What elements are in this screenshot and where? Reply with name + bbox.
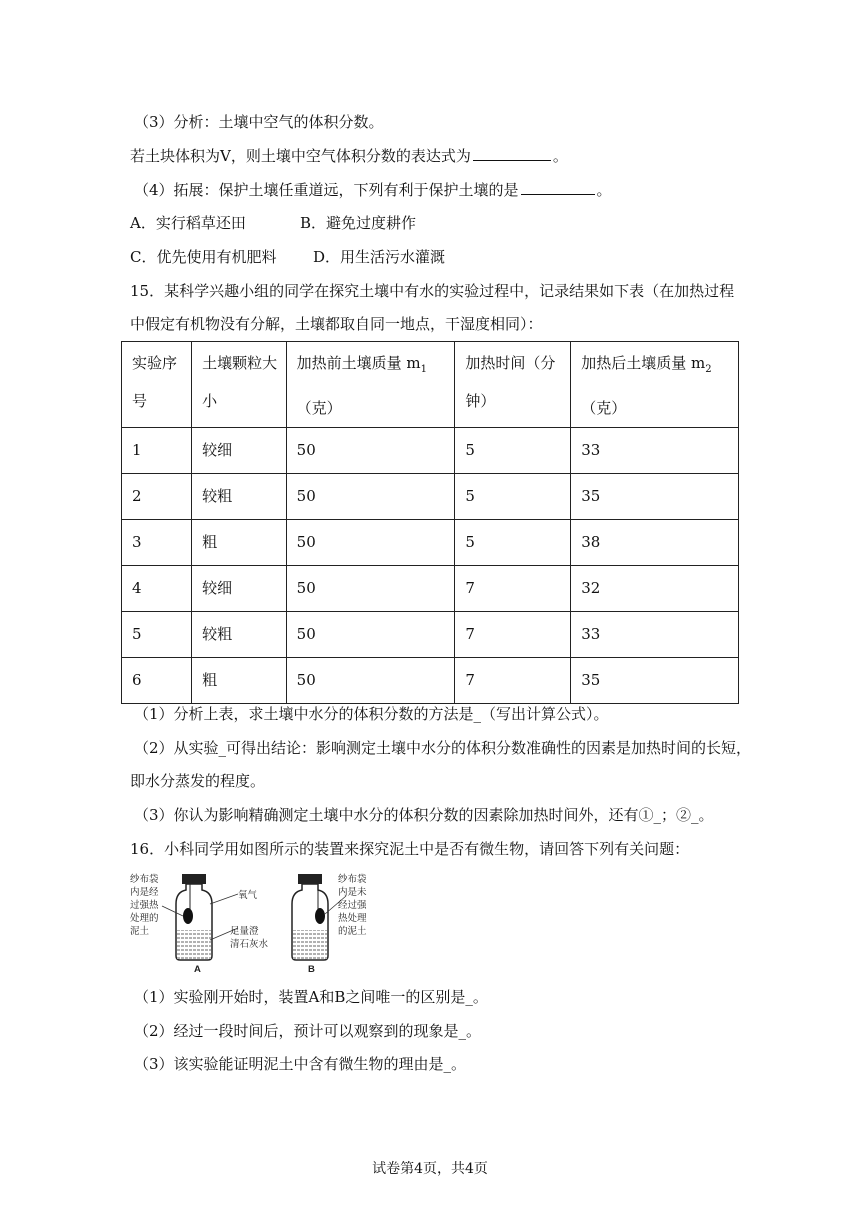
table-cell: 50 <box>286 612 455 658</box>
header-cell-time <box>455 342 571 428</box>
fig-left-label: 内是经 <box>130 887 159 898</box>
header-text: 加热前土壤质量 m <box>296 354 421 372</box>
table-cell: 33 <box>571 428 739 474</box>
fig-right-label: 内是未 <box>338 887 367 898</box>
header-text: 钟） <box>465 392 496 410</box>
table-row <box>122 612 739 658</box>
q14-expand-end: 。 <box>596 181 612 199</box>
fig-oxygen-label: 氧气 <box>238 890 258 901</box>
q15-sub2-line2: 即水分蒸发的程度。 <box>130 772 266 790</box>
header-text: 加热后土壤质量 m <box>581 354 706 372</box>
q15-sub3: （3）你认为影响精确测定土壤中水分的体积分数的因素除加热时间外，还有①_；②_。 <box>134 806 714 824</box>
table-cell: 粗 <box>192 520 287 566</box>
page-footer: 试卷第4页，共4页 <box>372 1161 488 1177</box>
fig-right-label: 经过强 <box>338 900 367 911</box>
table-header-row <box>122 342 739 428</box>
table-cell: 50 <box>286 474 455 520</box>
soil-data-table <box>121 341 739 704</box>
q15-stem-line2: 中假定有机物没有分解，土壤都取自同一地点，干湿度相同）： <box>130 315 543 333</box>
q15-sub1: （1）分析上表，求土壤中水分的体积分数的方法是_（写出计算公式）。 <box>134 705 609 723</box>
table-cell: 5 <box>455 428 571 474</box>
header-text: 号 <box>132 392 148 410</box>
jar-b <box>292 874 328 960</box>
q14-analysis: （3）分析：土壤中空气的体积分数。 <box>134 113 384 131</box>
table-row <box>122 566 739 612</box>
table-cell: 较粗 <box>192 474 287 520</box>
table-cell: 较细 <box>192 566 287 612</box>
header-text: 土壤颗粒大 <box>202 354 278 372</box>
table-row <box>122 474 739 520</box>
table-cell: 3 <box>122 520 192 566</box>
fig-left-label: 过强热 <box>130 900 159 911</box>
header-text: 实验序 <box>132 354 178 372</box>
table-cell: 较细 <box>192 428 287 474</box>
header-cell-mass-before <box>286 342 455 428</box>
q15-sub2-line1: （2）从实验_可得出结论：影响测定土壤中水分的体积分数准确性的因素是加热时间的长短， <box>134 739 752 757</box>
table-cell: 4 <box>122 566 192 612</box>
header-text: 小 <box>202 392 218 410</box>
table-cell: 7 <box>455 612 571 658</box>
answer-blank[interactable] <box>521 180 595 195</box>
q14-expand-text: （4）拓展：保护土壤任重道远，下列有利于保护土壤的是 <box>134 181 519 199</box>
fig-label-b: B <box>308 964 315 975</box>
q14-expression-end: 。 <box>552 147 568 165</box>
q14-expression <box>130 145 568 167</box>
subscript: 2 <box>705 364 712 375</box>
q15-stem-line1: 15．某科学兴趣小组的同学在探究土壤中有水的实验过程中，记录结果如下表（在加热过程 <box>130 282 735 300</box>
table-cell: 5 <box>455 520 571 566</box>
q16-stem: 16．小科同学用如图所示的装置来探究泥土中是否有微生物，请回答下列有关问题： <box>130 840 690 858</box>
jar-a <box>176 874 212 960</box>
fig-right-label: 热处理 <box>338 913 367 924</box>
fig-right-label: 的泥土 <box>338 926 367 937</box>
table-cell: 较粗 <box>192 612 287 658</box>
header-cell-mass-after <box>571 342 739 428</box>
table-cell: 50 <box>286 658 455 704</box>
table-cell: 50 <box>286 520 455 566</box>
q16-sub1: （1）实验刚开始时，装置A和B之间唯一的区别是_。 <box>134 988 488 1006</box>
q16-sub2: （2）经过一段时间后，预计可以观察到的现象是_。 <box>134 1022 482 1040</box>
table-row <box>122 658 739 704</box>
table-cell: 35 <box>571 658 739 704</box>
table-cell: 1 <box>122 428 192 474</box>
fig-limewater-label: 足量澄 <box>230 926 259 937</box>
table-cell: 6 <box>122 658 192 704</box>
header-text: （克） <box>581 399 627 417</box>
table-cell: 2 <box>122 474 192 520</box>
table-cell: 7 <box>455 658 571 704</box>
table-cell: 5 <box>455 474 571 520</box>
table-cell: 5 <box>122 612 192 658</box>
q14-expand <box>134 179 612 201</box>
q14-expression-text: 若土块体积为V，则土壤中空气体积分数的表达式为 <box>130 147 471 165</box>
table-row <box>122 520 739 566</box>
table-cell: 35 <box>571 474 739 520</box>
q14-option-a: A．实行稻草还田 <box>130 214 246 232</box>
header-cell-number <box>122 342 192 428</box>
header-cell-size <box>192 342 287 428</box>
fig-right-label: 纱布袋 <box>338 874 367 885</box>
table-cell: 50 <box>286 428 455 474</box>
table-cell: 50 <box>286 566 455 612</box>
header-text: 加热时间（分 <box>465 354 556 372</box>
header-text: （克） <box>296 399 342 417</box>
answer-blank[interactable] <box>473 146 551 161</box>
table-cell: 32 <box>571 566 739 612</box>
table-cell: 38 <box>571 520 739 566</box>
q16-sub3: （3）该实验能证明泥土中含有微生物的理由是_。 <box>134 1055 467 1073</box>
q14-option-c: C．优先使用有机肥料 <box>130 248 277 266</box>
subscript: 1 <box>420 364 428 375</box>
fig-left-label: 处理的 <box>130 913 159 924</box>
table-cell: 7 <box>455 566 571 612</box>
fig-left-label: 泥土 <box>130 926 150 937</box>
fig-limewater-label: 清石灰水 <box>230 939 269 950</box>
experiment-figure <box>130 864 375 976</box>
table-cell: 33 <box>571 612 739 658</box>
q14-option-b: B．避免过度耕作 <box>300 214 417 232</box>
table-cell: 粗 <box>192 658 287 704</box>
fig-label-a: A <box>194 964 201 975</box>
q14-option-d: D．用生活污水灌溉 <box>313 248 446 266</box>
fig-left-label: 纱布袋 <box>130 874 159 885</box>
table-row <box>122 428 739 474</box>
